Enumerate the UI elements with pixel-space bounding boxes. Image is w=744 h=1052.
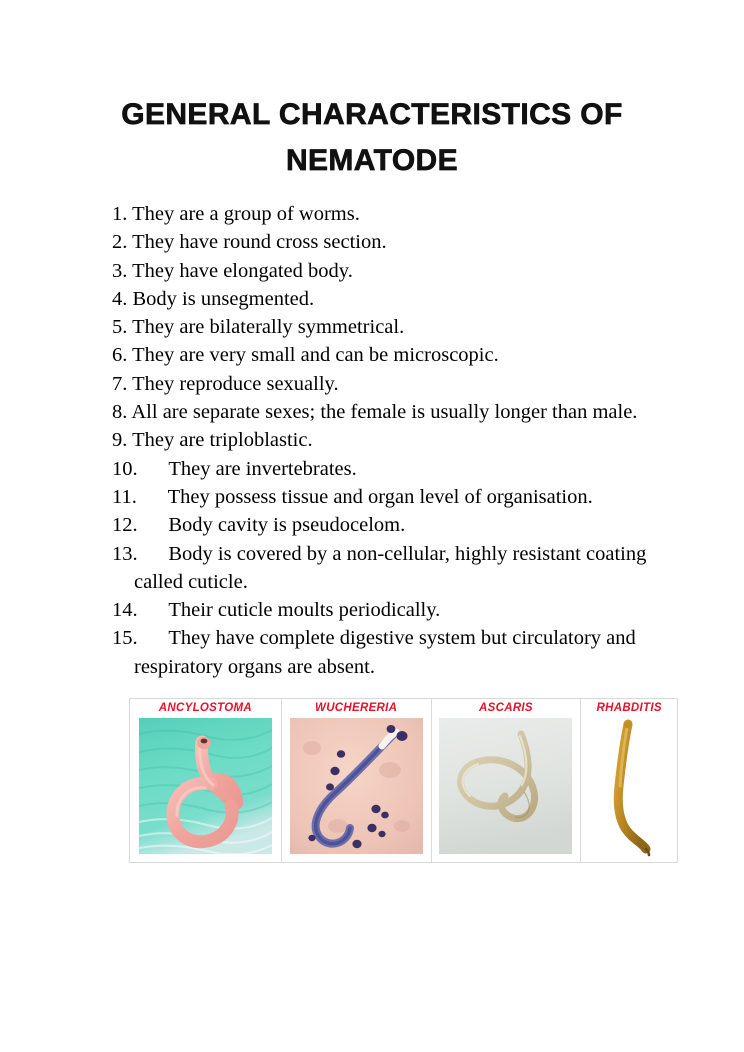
list-item-text: Body cavity is pseudocelom.	[168, 514, 406, 537]
list-item	[112, 511, 684, 539]
list-item-number: 3.	[112, 259, 128, 282]
page-title-line-1: GENERAL CHARACTERISTICS OF	[121, 98, 623, 131]
list-item	[112, 596, 684, 624]
list-item-text: They possess tissue and organ level of organisation.	[167, 485, 593, 508]
list-item-number: 15.	[112, 627, 138, 650]
list-item-text: They have complete digestive system but circulatory and respiratory organs are absent.	[134, 627, 636, 678]
figure-caption: ANCYLOSTOMA	[158, 702, 252, 714]
list-item-text: Body is covered by a non-cellular, highly resistant coating called cuticle.	[134, 542, 647, 593]
list-item-text: They are triploblastic.	[132, 429, 313, 452]
list-item-number: 5.	[112, 316, 128, 339]
list-item-number: 12.	[112, 514, 138, 537]
table-row	[130, 699, 678, 863]
list-item-text: Body is unsegmented.	[132, 287, 315, 310]
page-title-line-2: NEMATODE	[285, 144, 459, 177]
list-item	[112, 370, 684, 398]
figure-cell-rhabditis	[581, 699, 678, 863]
list-item	[112, 426, 684, 454]
list-item-number: 6.	[112, 344, 128, 367]
list-item-text: They reproduce sexually.	[132, 372, 339, 395]
list-item-text: They are a group of worms.	[132, 203, 360, 225]
microfilaria-icon	[290, 718, 423, 854]
figure-cell-ascaris	[431, 699, 581, 863]
hookworm-icon	[139, 718, 272, 854]
list-item	[112, 398, 684, 426]
list-item	[112, 483, 684, 511]
page-title	[0, 0, 744, 184]
list-item	[112, 341, 684, 369]
list-item	[112, 624, 684, 681]
rhabditis-icon	[599, 718, 659, 858]
list-item-number: 7.	[112, 372, 128, 395]
figure-caption: ASCARIS	[479, 702, 533, 714]
figure-cell-wuchereria	[281, 699, 431, 863]
characteristics-list	[0, 184, 744, 681]
figure-caption: RHABDITIS	[596, 702, 662, 714]
list-item	[112, 285, 684, 313]
list-item	[112, 540, 684, 597]
list-item-text: Their cuticle moults periodically.	[168, 599, 441, 622]
list-item-number: 10.	[112, 457, 138, 480]
list-item-text: They are very small and can be microscopic.	[132, 344, 499, 367]
list-item-text: They are invertebrates.	[168, 457, 357, 480]
list-item-number: 9.	[112, 429, 128, 452]
list-item-number: 14.	[112, 599, 138, 622]
list-item-text: They have elongated body.	[132, 259, 353, 282]
list-item-number: 1.	[112, 203, 128, 225]
figure-caption: WUCHERERIA	[315, 702, 398, 714]
list-item-number: 2.	[112, 231, 128, 254]
list-item	[112, 228, 684, 256]
list-item	[112, 455, 684, 483]
list-item-number: 11.	[112, 485, 137, 508]
list-item-text: They have round cross section.	[132, 231, 387, 254]
list-item-text: They are bilaterally symmetrical.	[132, 316, 405, 339]
list-item-text: All are separate sexes; the female is usually longer than male.	[131, 401, 638, 424]
list-item-number: 8.	[112, 401, 128, 424]
roundworm-icon	[439, 718, 572, 854]
list-item	[112, 313, 684, 341]
figure-cell-ancylostoma	[130, 699, 282, 863]
list-item	[112, 200, 684, 228]
list-item-number: 13.	[112, 542, 138, 565]
specimen-figure-table	[129, 698, 678, 863]
list-item-number: 4.	[112, 287, 128, 310]
list-item	[112, 257, 684, 285]
